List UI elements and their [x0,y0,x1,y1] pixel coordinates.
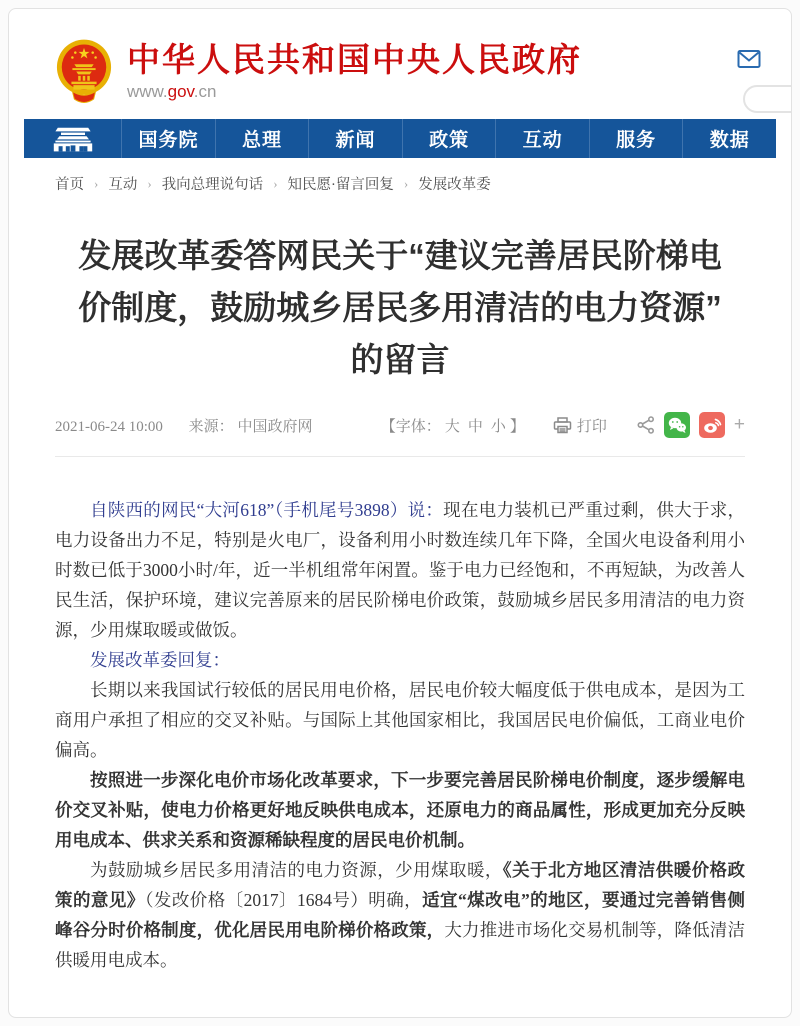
article-meta-left [55,415,312,436]
font-size-medium-button[interactable]: 中 [467,418,483,435]
site-url [127,82,582,102]
netizen-question-text: 现在电力装机已严重过剩，供大于求，电力设备出力不足，特别是火电厂，设备利用小时数连续几年下降，全国火电设备利用小时数已低于3000小时/年，近一半机组常年闲置。鉴于电力已经饱和，不再短缺，为改善人民生活，保护环境，建议完善原来的居民阶梯电价政策，鼓励城乡居民多用清洁的电力资源，少用煤取暖或做饭。 [55,500,745,640]
nav-item-zhengce[interactable]: 政策 [403,119,497,158]
breadcrumb-zhiminyuan[interactable]: 知民愿·留言回复 [287,177,394,193]
share-icon[interactable] [637,416,655,434]
publish-date: 2021-06-24 10:00 [55,418,163,435]
page-card [8,8,792,1018]
search-box-partial[interactable] [743,85,792,113]
paragraph-netizen-question [55,495,745,645]
site-url-www: www. [127,81,168,101]
nav-item-zongli[interactable]: 总理 [216,119,310,158]
breadcrumb-separator: › [147,175,152,191]
share-group [637,412,745,438]
paragraph-reply-2: 按照进一步深化电价市场化改革要求，下一步要完善居民阶梯电价制度，逐步缓解电价交叉补贴，使电力价格更好地反映供电成本，还原电力的商品属性，形成更加充分反映用电成本、供求关系和资源稀缺程度的居民电价机制。 [55,770,745,850]
breadcrumb-woxiang-zongli[interactable]: 我向总理说句话 [161,177,264,193]
source-value[interactable]: 中国政府网 [237,418,313,435]
netizen-lead: 自陕西的网民“大河618”（手机尾号3898）说： [90,500,444,520]
share-more-button[interactable]: + [733,414,745,435]
font-size-large-button[interactable]: 大 [444,418,460,435]
print-label: 打印 [576,418,607,435]
site-url-gov: gov [167,81,194,101]
nav-item-shuju[interactable]: 数据 [709,130,750,151]
article-body [55,495,745,975]
main-nav [24,119,776,158]
wechat-share-icon[interactable] [664,412,690,438]
article-meta-row [55,412,745,438]
article-meta-right [381,412,745,438]
site-url-cn: .cn [193,81,217,101]
nav-item-fuwu[interactable]: 服务 [590,119,684,158]
paragraph-reply-label: 发展改革委回复： [90,650,230,670]
font-size-small-button[interactable]: 小 [490,418,506,435]
article [9,230,791,975]
paragraph-reply-1: 长期以来我国试行较低的居民用电价格，居民电价较大幅度低于供电成本，是因为工商用户承担了相应的交叉补贴。与国际上其他国家相比，我国居民电价偏低，工商业电价偏高。 [55,680,745,760]
nav-item-guowuyuan[interactable]: 国务院 [122,119,216,158]
header-tools [737,49,777,74]
site-title: 中华人民共和国中央人民政府 [127,41,582,79]
breadcrumb-separator: › [273,175,278,191]
font-ctrl-open: 【字体： [380,418,441,435]
reply-3-segment: 大力推进市场化交易机制等，降低清洁供暖用电成本。 [55,920,746,970]
article-title: 发展改革委答网民关于“建议完善居民阶梯电价制度，鼓励城乡居民多用清洁的电力资源”的留言 [78,237,722,378]
font-size-control [381,415,525,436]
reply-3-segment: （发改价格〔2017〕1684号）明确， [144,890,423,910]
breadcrumb-current: 发展改革委 [418,177,491,193]
paragraph-reply-3 [55,855,745,975]
site-logo[interactable] [55,39,582,105]
font-ctrl-close: 】 [509,418,525,435]
reply-3-segment: 为鼓励城乡居民多用清洁的电力资源，少用煤取暖， [90,860,503,880]
print-button[interactable] [553,415,607,436]
meta-divider [55,456,745,457]
nav-home-tiananmen-icon[interactable] [24,119,122,158]
printer-icon [553,417,572,434]
breadcrumb-hudong[interactable]: 互动 [108,177,138,193]
brand-text [127,42,582,101]
breadcrumb-separator: › [94,175,99,191]
nav-item-hudong[interactable]: 互动 [496,119,590,158]
source-label: 来源： [188,418,234,435]
weibo-share-icon[interactable] [699,412,725,438]
breadcrumb-home[interactable]: 首页 [55,177,84,193]
national-emblem-icon [55,39,113,105]
breadcrumb-separator: › [403,175,409,191]
nav-item-xinwen[interactable]: 新闻 [309,119,403,158]
site-header [9,9,791,119]
reply-3-segment-bold: 适宜“煤改电”的地区，要通过完善销售侧峰谷分时价格制度，优化居民用电阶梯价格政策， [55,890,746,940]
mail-icon[interactable] [737,49,777,74]
policy-document-title: 《关于北方地区清洁供暖价格政策的意见》 [55,860,746,910]
breadcrumb [55,173,751,194]
